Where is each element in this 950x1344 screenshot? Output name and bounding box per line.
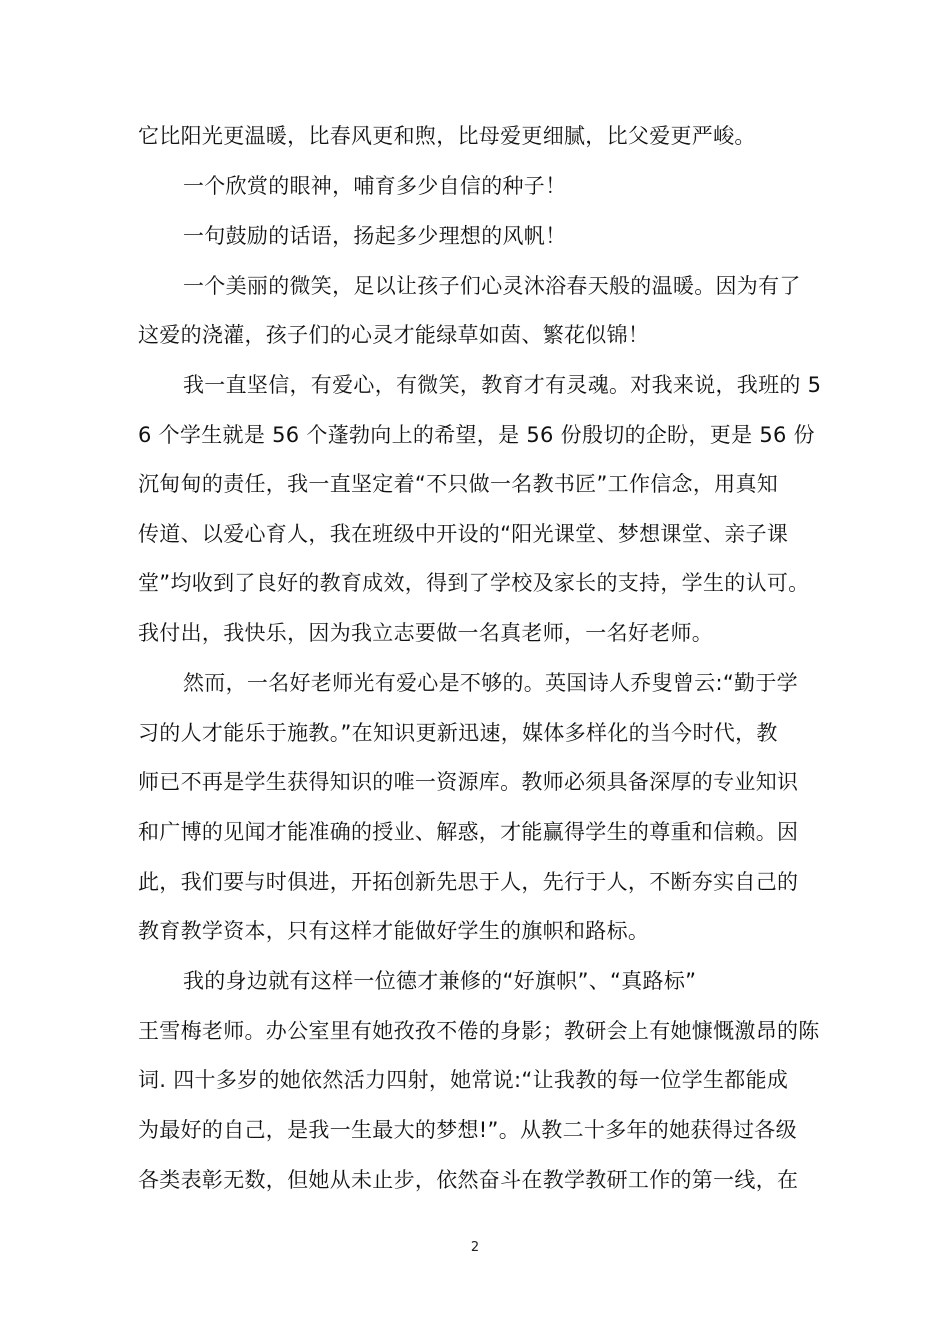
text-line: 一个欣赏的眼神，哺育多少自信的种子！ xyxy=(183,174,567,198)
text-line: 各类表彰无数，但她从未止步，依然奋斗在教学教研工作的第一线，在 xyxy=(138,1168,799,1192)
text-line: 沉甸甸的责任，我一直坚定着“不只做一名教书匠”工作信念，用真知 xyxy=(138,472,779,496)
text-line: 6 个学生就是 56 个蓬勃向上的希望，是 56 份殷切的企盼，更是 56 份 xyxy=(138,423,815,447)
text-line: 它比阳光更温暖，比春风更和煦，比母爱更细腻，比父爱更严峻。 xyxy=(138,124,756,148)
text-line: 词. 四十多岁的她依然活力四射，她常说:“让我教的每一位学生都能成 xyxy=(138,1068,789,1092)
text-line: 堂”均收到了良好的教育成效，得到了学校及家长的支持，学生的认可。 xyxy=(138,571,810,595)
text-line: 习的人才能乐于施教。”在知识更新迅速，媒体多样化的当今时代，教 xyxy=(138,721,778,745)
text-line: 和广博的见闻才能准确的授业、解惑，才能赢得学生的尊重和信赖。因 xyxy=(138,820,799,844)
text-line: 一个美丽的微笑，足以让孩子们心灵沐浴春天般的温暖。因为有了 xyxy=(183,274,801,298)
text-line: 此，我们要与时俱进，开拓创新先思于人，先行于人，不断夯实自己的 xyxy=(138,870,799,894)
text-line: 我的身边就有这样一位德才兼修的“好旗帜”、“真路标” xyxy=(183,969,697,993)
text-line: 一句鼓励的话语，扬起多少理想的风帆！ xyxy=(183,224,567,248)
text-line: 这爱的浇灌，孩子们的心灵才能绿草如茵、繁花似锦！ xyxy=(138,323,650,347)
text-line: 我付出，我快乐，因为我立志要做一名真老师，一名好老师。 xyxy=(138,621,714,645)
text-line: 传道、以爱心育人，我在班级中开设的“阳光课堂、梦想课堂、亲子课 xyxy=(138,522,789,546)
text-line: 我一直坚信，有爱心，有微笑，教育才有灵魂。对我来说，我班的 5 xyxy=(183,373,822,397)
text-line: 师已不再是学生获得知识的唯一资源库。教师必须具备深厚的专业知识 xyxy=(138,770,799,794)
text-line: 教育教学资本，只有这样才能做好学生的旗帜和路标。 xyxy=(138,919,650,943)
text-line: 为最好的自己，是我一生最大的梦想!”。从教二十多年的她获得过各级 xyxy=(138,1118,797,1142)
page-number: 2 xyxy=(470,1240,480,1255)
text-line: 然而，一名好老师光有爱心是不够的。英国诗人乔叟曾云:“勤于学 xyxy=(183,671,798,695)
text-line: 王雪梅老师。办公室里有她孜孜不倦的身影；教研会上有她慷慨激昂的陈 xyxy=(138,1019,820,1043)
